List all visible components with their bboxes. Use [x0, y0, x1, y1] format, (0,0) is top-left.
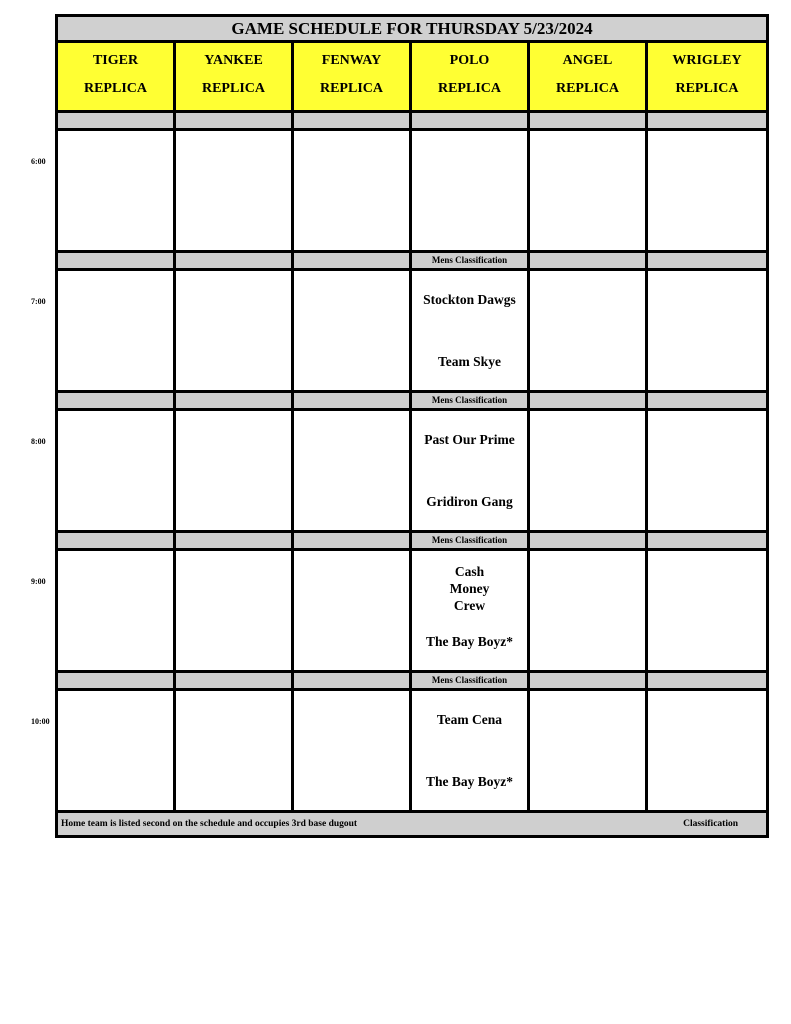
- away-team: Team Cena: [436, 712, 503, 727]
- game-cell: [176, 551, 294, 670]
- field-name: ANGEL: [562, 53, 613, 68]
- game-cell: [530, 691, 648, 810]
- game-cell: [176, 411, 294, 530]
- game-cell: [530, 271, 648, 390]
- game-cell: [648, 551, 766, 670]
- game-cell: [176, 691, 294, 810]
- time-slot-row: [58, 271, 766, 393]
- field-sub: REPLICA: [83, 81, 147, 96]
- classification-band: [58, 673, 766, 691]
- field-sub: REPLICA: [437, 81, 501, 96]
- field-name: FENWAY: [321, 53, 382, 68]
- schedule-sheet: [55, 14, 769, 838]
- game-cell: [294, 131, 412, 250]
- game-cell: [648, 271, 766, 390]
- footer-legend: Classification: [683, 819, 738, 829]
- classification-band: [58, 393, 766, 411]
- game-cell: [530, 551, 648, 670]
- game-cell: [176, 271, 294, 390]
- home-team: Gridiron Gang: [426, 494, 513, 509]
- time-slot-row: [58, 551, 766, 673]
- home-team: The Bay Boyz*: [425, 774, 513, 789]
- home-team: Team Skye: [438, 354, 501, 369]
- time-label: 6:00: [31, 157, 46, 166]
- game-cell: [412, 551, 530, 670]
- classification-label: [412, 113, 530, 128]
- game-cell: [294, 411, 412, 530]
- field-name: YANKEE: [204, 53, 263, 68]
- home-team: The Bay Boyz*: [425, 634, 513, 649]
- time-label: 8:00: [31, 437, 46, 446]
- field-sub: REPLICA: [675, 81, 739, 96]
- time-label: 7:00: [31, 297, 46, 306]
- field-polo: [412, 43, 530, 113]
- game-cell: [412, 411, 530, 530]
- field-sub: REPLICA: [555, 81, 619, 96]
- footer-bar: [58, 813, 766, 835]
- field-tiger: [58, 43, 176, 113]
- game-cell: [412, 271, 530, 390]
- game-cell: [294, 691, 412, 810]
- game-cell: [294, 551, 412, 670]
- schedule-grid: [58, 113, 766, 813]
- field-name: WRIGLEY: [672, 53, 742, 68]
- game-cell: [176, 131, 294, 250]
- time-slot-row: [58, 691, 766, 813]
- field-sub: REPLICA: [319, 81, 383, 96]
- field-name: TIGER: [92, 53, 139, 68]
- footer-note: Home team is listed second on the schedule and occupies 3rd base dugout: [61, 819, 358, 829]
- game-cell: [58, 691, 176, 810]
- classification-label: Mens Classification: [412, 673, 530, 688]
- game-cell: [530, 131, 648, 250]
- game-cell: [58, 131, 176, 250]
- field-fenway: [294, 43, 412, 113]
- classification-label: Mens Classification: [412, 253, 530, 268]
- classification-label: Mens Classification: [412, 393, 530, 408]
- time-label: 10:00: [31, 717, 50, 726]
- game-cell: [648, 131, 766, 250]
- game-cell: [58, 411, 176, 530]
- game-cell: [648, 411, 766, 530]
- field-header-row: [58, 43, 766, 113]
- away-team: Cash Money Crew: [449, 564, 490, 613]
- game-cell: [58, 551, 176, 670]
- field-sub: REPLICA: [201, 81, 265, 96]
- time-slot-row: [58, 131, 766, 253]
- field-wrigley: [648, 43, 766, 113]
- away-team: Stockton Dawgs: [423, 292, 516, 307]
- schedule-title: GAME SCHEDULE FOR THURSDAY 5/23/2024: [58, 17, 766, 43]
- game-cell: [530, 411, 648, 530]
- game-cell: [412, 131, 530, 250]
- game-cell: [294, 271, 412, 390]
- classification-band: [58, 533, 766, 551]
- game-cell: [58, 271, 176, 390]
- field-angel: [530, 43, 648, 113]
- classification-label: Mens Classification: [412, 533, 530, 548]
- time-slot-row: [58, 411, 766, 533]
- game-cell: [648, 691, 766, 810]
- game-cell: [412, 691, 530, 810]
- field-name: POLO: [449, 53, 490, 68]
- classification-band: [58, 253, 766, 271]
- classification-band: [58, 113, 766, 131]
- time-label: 9:00: [31, 577, 46, 586]
- field-yankee: [176, 43, 294, 113]
- away-team: Past Our Prime: [424, 432, 515, 447]
